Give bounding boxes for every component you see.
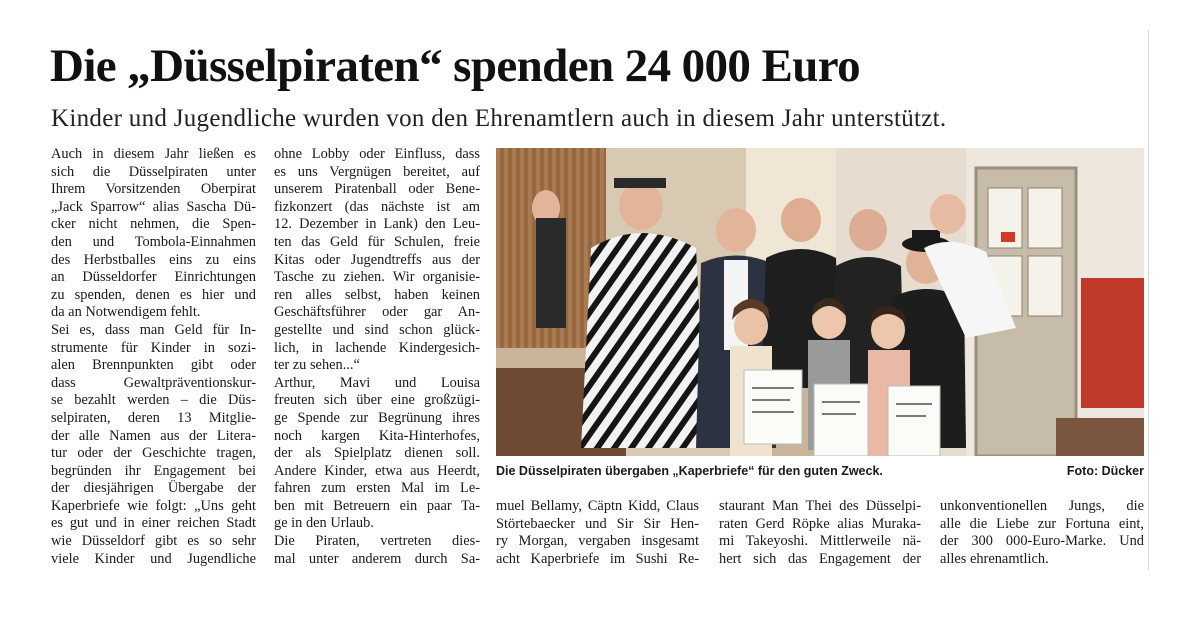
photo-caption [496,462,1144,480]
subheadline: Kinder und Jugendliche wurden von den Ehrenamtlern auch in diesem Jahr unterstützt. [51,105,947,132]
article-line: noch kargen Kita-Hinterhofes, [274,427,480,444]
article-line: freuten sich über eine großzügi- [274,392,480,409]
article-line: ry Morgan, vergaben insgesamt [496,533,699,550]
article-line: alles ehrenamtlich. [940,550,1049,567]
article-line: se bezahlt werden – die Düs- [51,392,256,409]
text-column-1 [51,146,256,568]
article-line: selpiraten, deren 13 Mitglie- [51,409,256,426]
article-line: hert sich das Engagement der [719,550,921,567]
article-line: acht Kaperbriefe im Sushi Re- [496,550,699,567]
article-line: unkonventionellen Jungs, die [940,498,1144,514]
article-line: fahren zum ersten Mal im Le- [274,480,480,497]
article-line: der diesjährigen Übergabe der [51,480,256,497]
text-column-5 [940,498,1144,568]
article-line: raten Gerd Röpke alias Muraka- [719,515,921,532]
article-line: es uns Vergnügen bereitet, auf [274,163,480,180]
article-line: es gut und in einer reichen Stadt [51,515,256,532]
article-line: mi Takeyoshi. Mittlerweile nä- [719,533,921,550]
article-line: Arthur, Mavi und Louisa [274,374,480,391]
article-line: strumente für Kinder in sozi- [51,339,256,356]
text-column-4 [719,498,921,568]
article-line: da an Notwendigem fehlt. [51,304,201,321]
article-line: der alle Namen aus der Litera- [51,427,256,444]
article-line: ohne Lobby oder Einfluss, dass [274,146,480,162]
article-line: Ihrem Vorsitzenden Oberpirat [51,181,256,198]
article-line: mal unter anderem durch Sa- [274,550,480,567]
article-line: viele Kinder und Jugendliche [51,550,256,567]
article-line: cker nicht nehmen, die Spen- [51,216,256,233]
article-line: fizkonzert (das nächste ist am [274,198,480,215]
text-column-2 [274,146,480,568]
article-line: des Herbstballes eins zu eins [51,251,256,268]
article-line: staurant Man Thei des Düsselpi- [719,498,921,514]
article-line: ren alles selbst, haben keinen [274,286,480,303]
article-line: alle die Liebe zur Fortuna eint, [940,515,1144,532]
article-line: Störtebaecker und Sir Sir Hen- [496,515,699,532]
article-line: „Jack Sparrow“ alias Sascha Dü- [51,198,256,215]
article-line: an Düsseldorfer Einrichtungen [51,269,256,286]
caption-text: Die Düsselpiraten übergaben „Kaperbriefe“ für den guten Zweck. [496,464,883,478]
article-line: zu spenden, denen es hier und [51,286,256,303]
article-line: Sei es, dass man Geld für In- [51,321,256,338]
article-line: Tasche zu ziehen. Wir organisie- [274,269,480,286]
article-line: den und Tombola-Einnahmen [51,233,256,250]
article-line: der 300 000-Euro-Marke. Und [940,533,1144,550]
article-line: lich, in lachende Kindergesich- [274,339,480,356]
column-rule [1148,30,1149,570]
article-line: wie Düsseldorf gibt es so sehr [51,533,256,550]
article-line: Auch in diesem Jahr ließen es [51,146,256,162]
article-line: Kaperbriefe wie folgt: „Uns geht [51,497,256,514]
article-line: begründen ihr Engagement bei [51,462,256,479]
article-line: 12. Dezember in Lank) den Leu- [274,216,480,233]
article-line: alen Brennpunkten gibt oder [51,357,256,374]
headline: Die „Düsselpiraten“ spenden 24 000 Euro [50,40,861,92]
article-line: der als Spielplatz dienen soll. [274,445,480,462]
article-line: ten das Geld für Schulen, freie [274,233,480,250]
article-line: Andere Kinder, etwa aus Heerdt, [274,462,480,479]
article-line: sich die Düsselpiraten unter [51,163,256,180]
article-line: Die Piraten, vertreten dies- [274,533,480,550]
article-line: gestellte und sind schon glück- [274,321,480,338]
article-line: tur oder der Geschichte tragen, [51,445,256,462]
article-line: muel Bellamy, Cäptn Kidd, Claus [496,498,699,514]
text-column-3 [496,498,699,568]
article-line: ge in den Urlaub. [274,515,374,532]
article-line: ter zu sehen...“ [274,357,360,374]
photo-credit: Foto: Dücker [1066,464,1144,478]
article-line: Geschäftsführer oder gar An- [274,304,480,321]
group-photo [496,148,1144,456]
article-line: dass Gewaltpräventionskur- [51,374,256,391]
article-line: unserem Piratenball oder Bene- [274,181,480,198]
article-line: ben mit Betreuern ein paar Ta- [274,497,480,514]
article-line: Kitas oder Jugendtreffs aus der [274,251,480,268]
article-line: ge Spende zur Begrünung ihres [274,409,480,426]
